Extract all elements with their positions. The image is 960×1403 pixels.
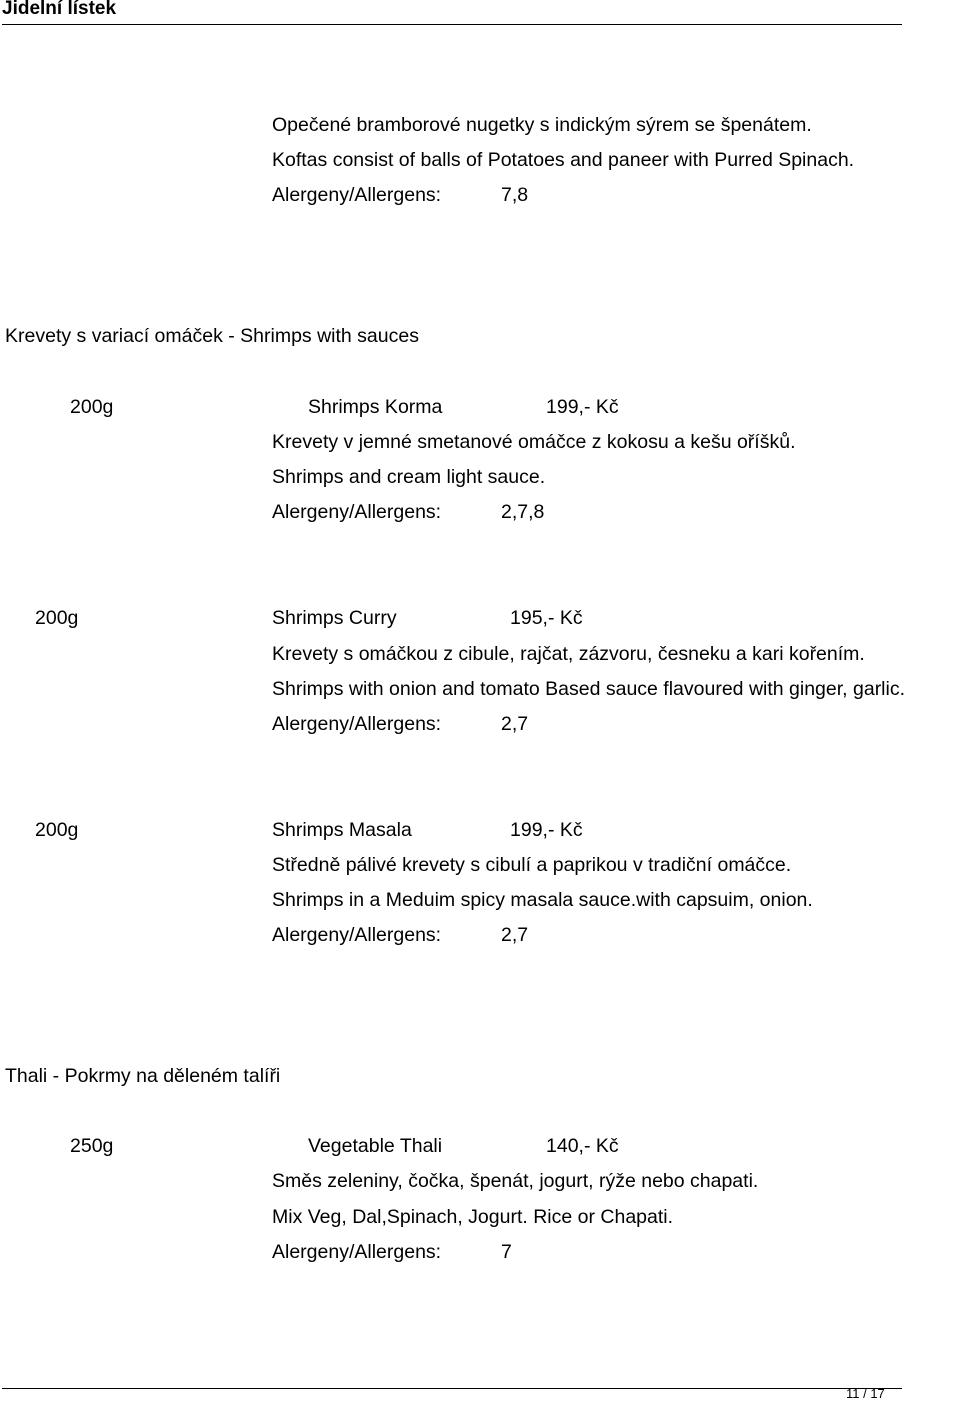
item-price: 140,- Kč	[546, 1135, 619, 1157]
item-desc-cz: Středně pálivé krevety s cibulí a paprikou v tradiční omáčce.	[272, 854, 792, 876]
item-desc-en: Mix Veg, Dal,Spinach, Jogurt. Rice or Chapati.	[272, 1206, 674, 1228]
item-price: 199,- Kč	[510, 819, 583, 841]
page-title: Jidelní lístek	[2, 0, 117, 19]
item-allergens-value: 2,7	[501, 924, 529, 946]
item-allergens-value: 2,7	[501, 713, 529, 735]
item-allergens-value: 7	[501, 1241, 512, 1263]
item-allergens-label: Alergeny/Allergens:	[272, 713, 442, 735]
item-name: Vegetable Thali	[308, 1135, 443, 1157]
item-desc-en: Shrimps with onion and tomato Based sauce flavoured with ginger, garlic.	[272, 678, 906, 700]
item-allergens-label: Alergeny/Allergens:	[272, 1241, 442, 1263]
item-desc-cz: Krevety s omáčkou z cibule, rajčat, zázvoru, česneku a kari kořením.	[272, 643, 865, 665]
section-title-shrimps: Krevety s variací omáček - Shrimps with sauces	[5, 325, 419, 347]
item-price: 199,- Kč	[546, 396, 619, 418]
item-weight: 250g	[70, 1135, 114, 1157]
header-divider	[2, 24, 902, 25]
item-name: Shrimps Korma	[308, 396, 443, 418]
item-weight: 200g	[70, 396, 114, 418]
section-title-thali: Thali - Pokrmy na děleném talíři	[5, 1065, 281, 1087]
intro-allergens-label: Alergeny/Allergens:	[272, 184, 442, 206]
item-allergens-label: Alergeny/Allergens:	[272, 501, 442, 523]
item-allergens-value: 2,7,8	[501, 501, 545, 523]
item-desc-en: Shrimps in a Meduim spicy masala sauce.with capsuim, onion.	[272, 889, 813, 911]
item-desc-cz: Směs zeleniny, čočka, špenát, jogurt, rýže nebo chapati.	[272, 1170, 759, 1192]
footer-divider	[2, 1388, 902, 1389]
item-desc-cz: Krevety v jemné smetanové omáčce z kokosu a kešu oříšků.	[272, 431, 796, 453]
item-price: 195,- Kč	[510, 607, 583, 629]
page-number: 11 / 17	[846, 1386, 885, 1401]
intro-allergens-value: 7,8	[501, 184, 529, 206]
item-weight: 200g	[35, 819, 79, 841]
item-allergens-label: Alergeny/Allergens:	[272, 924, 442, 946]
intro-desc-en: Koftas consist of balls of Potatoes and paneer with Purred Spinach.	[272, 149, 855, 171]
intro-desc-cz: Opečené bramborové nugetky s indickým sýrem se špenátem.	[272, 114, 812, 136]
item-name: Shrimps Masala	[272, 819, 412, 841]
item-weight: 200g	[35, 607, 79, 629]
item-desc-en: Shrimps and cream light sauce.	[272, 466, 546, 488]
item-name: Shrimps Curry	[272, 607, 397, 629]
